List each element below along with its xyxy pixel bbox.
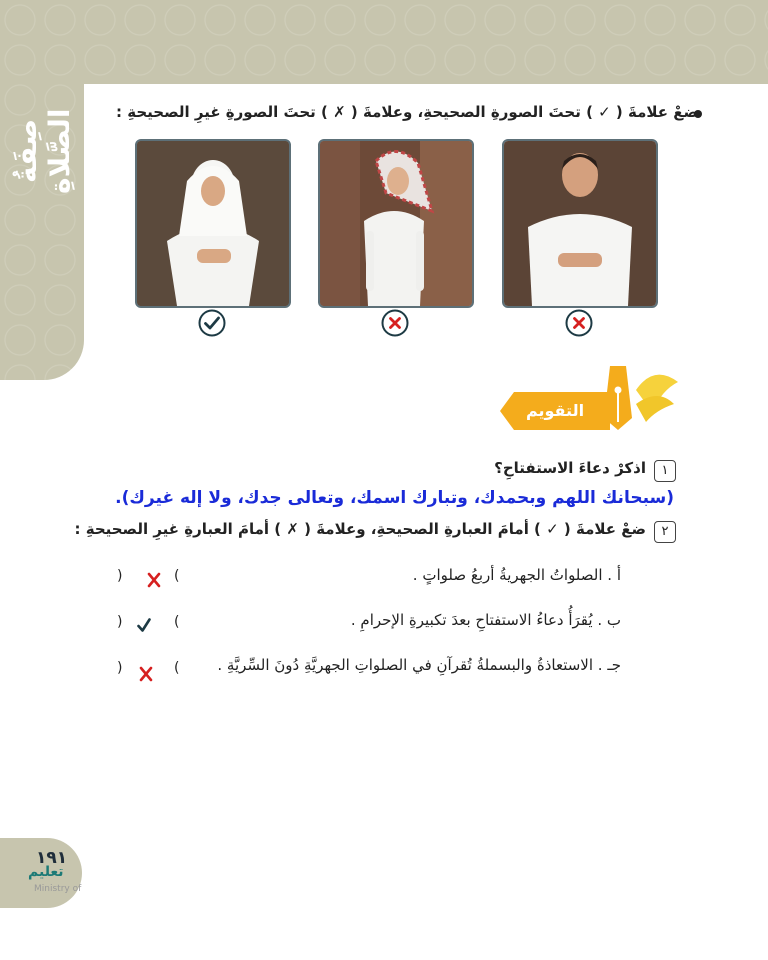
cross-mark-icon	[147, 572, 161, 588]
ministry-logo-text: تعليم	[28, 864, 64, 880]
statement-a: أ . الصلواتُ الجهريةُ أربعُ صلواتٍ .	[412, 566, 621, 584]
pen-nib-icon	[592, 360, 682, 435]
statement-c: جـ . الاستعاذةُ والبسملةُ تُقرآنِ في الصلواتِ الجهريَّةِ دُونَ السِّريَّةِ .	[217, 656, 621, 674]
photo-correct-posture	[135, 139, 291, 308]
answer-paren-close: (	[174, 614, 180, 630]
cross-mark-icon	[381, 309, 409, 337]
question-1-answer: (سبحانك اللهم وبحمدك، وتبارك اسمك، وتعالى جدك، ولا إله غيرك).	[115, 488, 674, 508]
chapter-title: صِفَةُ الصَّلاةِ	[10, 108, 76, 194]
answer-paren-open: )	[117, 568, 123, 584]
check-mark-icon	[198, 309, 226, 337]
evaluation-label: التقويم	[525, 401, 585, 420]
statement-b: ب . يُقرَأُ دعاءُ الاستفتاحِ بعدَ تكبيرةِ الإحرامِ .	[350, 611, 621, 629]
exercise-instruction: ضعْ علامةَ ( ✓ ) تحتَ الصورةِ الصحيحةِ، وعلامةَ ( ✗ ) تحتَ الصورةِ غيرِ الصحيحةِ :	[116, 103, 698, 121]
answer-paren-close: (	[174, 568, 180, 584]
photo-incorrect-posture-1	[318, 139, 474, 308]
question-2-text: ضعْ علامةَ ( ✓ ) أمامَ العبارةِ الصحيحةِ، وعلامةَ ( ✗ ) أمامَ العبارةِ غيرِ الصحيحةِ :	[74, 520, 646, 538]
photo-incorrect-posture-2	[502, 139, 658, 308]
ministry-logo-subtext: Ministry of	[34, 884, 82, 894]
answer-paren-close: (	[174, 660, 180, 676]
question-number: ١	[654, 460, 676, 482]
check-mark-icon	[137, 617, 151, 633]
question-1-text: اذكرْ دعاءَ الاستفتاحِ؟	[494, 459, 646, 477]
cross-mark-icon	[139, 666, 153, 682]
cross-mark-icon	[565, 309, 593, 337]
question-number: ٢	[654, 521, 676, 543]
boy-white-ghutra-image	[137, 141, 289, 306]
answer-paren-open: )	[117, 614, 123, 630]
answer-paren-open: )	[117, 660, 123, 676]
boy-no-headwear-image	[504, 141, 656, 306]
boy-red-shemagh-image	[320, 141, 472, 306]
top-header-band	[0, 0, 768, 84]
page-number: ١٩١	[36, 848, 68, 868]
